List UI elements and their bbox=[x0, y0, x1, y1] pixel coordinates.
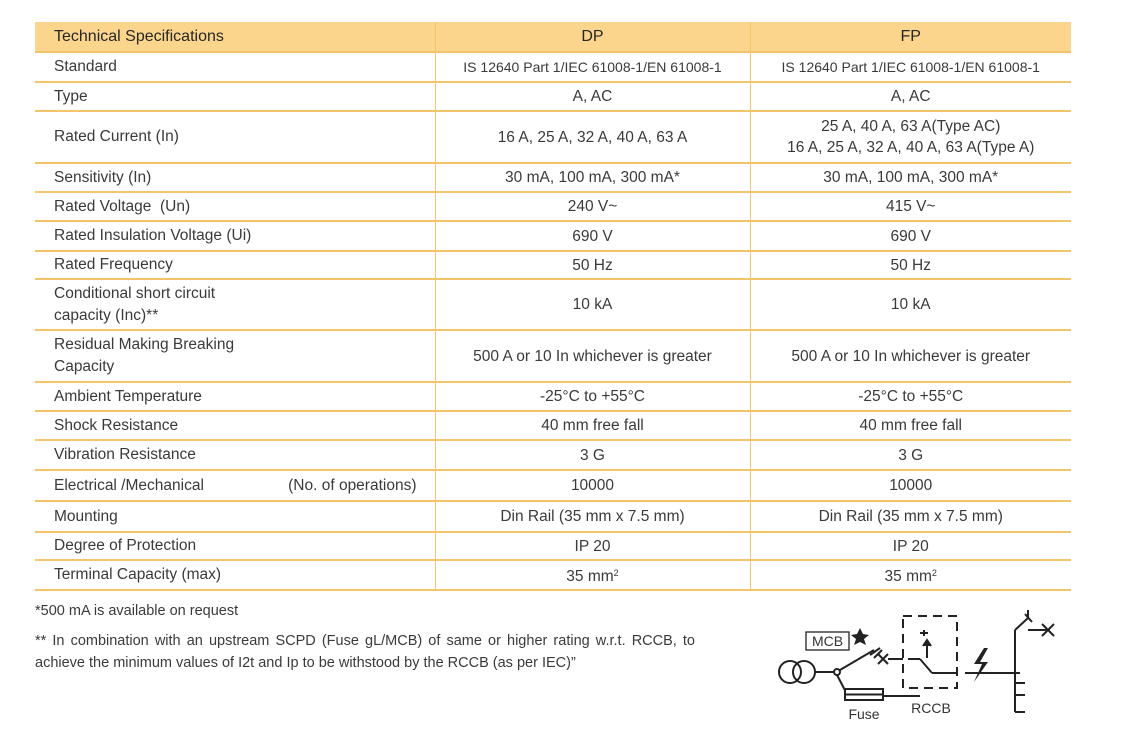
dp-value: 3 G bbox=[435, 440, 750, 470]
table-row bbox=[35, 501, 1071, 532]
fp-value: 30 mA, 100 mA, 300 mA* bbox=[750, 163, 1071, 192]
fp-value: 500 A or 10 In whichever is greater bbox=[750, 330, 1071, 382]
row-label-right: (No. of operations) bbox=[288, 476, 417, 494]
header-dp: DP bbox=[435, 22, 750, 52]
table-row bbox=[35, 111, 1071, 163]
table-row bbox=[35, 470, 1071, 501]
mcb-label: MCB bbox=[811, 633, 844, 649]
table-row bbox=[35, 192, 1071, 221]
fuse-label: Fuse bbox=[848, 706, 880, 722]
row-label: Degree of Protection bbox=[35, 532, 435, 560]
footnote-500ma: *500 mA is available on request bbox=[35, 603, 239, 619]
table-row bbox=[35, 52, 1071, 82]
row-label: Rated Frequency bbox=[35, 251, 435, 279]
table-row bbox=[35, 532, 1071, 560]
row-label-line-1: Residual Making Breaking bbox=[54, 336, 235, 353]
fp-value-line-2: 16 A, 25 A, 32 A, 40 A, 63 A(Type A) bbox=[787, 139, 1035, 156]
table-row bbox=[35, 251, 1071, 279]
rccb-label: RCCB bbox=[911, 700, 951, 716]
dp-value: 10000 bbox=[435, 470, 750, 501]
dp-value: 10 kA bbox=[435, 279, 750, 330]
fp-value: 415 V~ bbox=[750, 192, 1071, 221]
row-label: Mounting bbox=[35, 501, 435, 532]
dp-value: Din Rail (35 mm x 7.5 mm) bbox=[435, 501, 750, 532]
row-label: Standard bbox=[35, 52, 435, 82]
transformer-icon bbox=[793, 661, 815, 683]
rccb-wiring-diagram bbox=[770, 600, 1100, 725]
table-row bbox=[35, 279, 1071, 330]
fp-value-line-1: 25 A, 40 A, 63 A(Type AC) bbox=[821, 118, 1001, 135]
row-label bbox=[35, 330, 435, 382]
row-label: Ambient Temperature bbox=[35, 382, 435, 411]
spec-table bbox=[35, 22, 1071, 591]
table-row bbox=[35, 440, 1071, 470]
fp-value bbox=[750, 560, 1071, 590]
table-row bbox=[35, 221, 1071, 251]
dp-value: 30 mA, 100 mA, 300 mA* bbox=[435, 163, 750, 192]
row-label: Rated Voltage (Un) bbox=[35, 192, 435, 221]
transformer-icon bbox=[779, 661, 801, 683]
row-label-line-2: capacity (Inc)** bbox=[54, 306, 159, 324]
dp-value: IP 20 bbox=[435, 532, 750, 560]
dp-value: 16 A, 25 A, 32 A, 40 A, 63 A bbox=[435, 111, 750, 163]
superscript: 2 bbox=[613, 568, 619, 578]
dp-value: 40 mm free fall bbox=[435, 411, 750, 440]
table-row bbox=[35, 82, 1071, 111]
dp-value bbox=[435, 560, 750, 590]
dp-value: 690 V bbox=[435, 221, 750, 251]
fp-value: 690 V bbox=[750, 221, 1071, 251]
mcb-switch-line bbox=[840, 650, 874, 670]
fp-value: 50 Hz bbox=[750, 251, 1071, 279]
superscript: 2 bbox=[931, 568, 937, 578]
fp-value: 40 mm free fall bbox=[750, 411, 1071, 440]
row-label: Terminal Capacity (max) bbox=[35, 560, 435, 590]
fp-value: 3 G bbox=[750, 440, 1071, 470]
table-row bbox=[35, 560, 1071, 590]
fp-value: -25°C to +55°C bbox=[750, 382, 1071, 411]
dp-value: 50 Hz bbox=[435, 251, 750, 279]
row-label-split bbox=[54, 475, 435, 497]
row-label-left: Electrical /Mechanical bbox=[54, 476, 204, 494]
table-header-row bbox=[35, 22, 1071, 52]
lightning-icon bbox=[974, 648, 988, 682]
table-row bbox=[35, 411, 1071, 440]
fp-value bbox=[750, 111, 1071, 163]
fp-value: 10 kA bbox=[750, 279, 1071, 330]
row-label: Sensitivity (In) bbox=[35, 163, 435, 192]
header-technical-specifications: Technical Specifications bbox=[35, 22, 435, 52]
star-icon bbox=[851, 628, 869, 645]
fp-value-text: 35 mm bbox=[884, 568, 932, 585]
row-label: Rated Current (In) bbox=[35, 111, 435, 163]
dp-value-text: 35 mm bbox=[566, 568, 614, 585]
row-label-line-2: Capacity bbox=[54, 358, 115, 375]
fp-value: IP 20 bbox=[750, 532, 1071, 560]
row-label: Rated Insulation Voltage (Ui) bbox=[35, 221, 435, 251]
row-label-line-1: Conditional short circuit bbox=[54, 284, 216, 302]
table-row bbox=[35, 382, 1071, 411]
row-label: Vibration Resistance bbox=[35, 440, 435, 470]
table-row bbox=[35, 163, 1071, 192]
footnote-scpd: ** In combination with an upstream SCPD (Fuse gL/MCB) of same or higher rating w.r.t. RCCB, to achieve the minimum values of I2t and Ip to be withstood by the RCCB (as per IEC)” bbox=[35, 633, 695, 671]
rccb-box bbox=[903, 616, 957, 688]
header-fp: FP bbox=[750, 22, 1071, 52]
fp-value: A, AC bbox=[750, 82, 1071, 111]
row-label: Type bbox=[35, 82, 435, 111]
dp-value: IS 12640 Part 1/IEC 61008-1/EN 61008-1 bbox=[435, 52, 750, 82]
dp-value: A, AC bbox=[435, 82, 750, 111]
fp-value: IS 12640 Part 1/IEC 61008-1/EN 61008-1 bbox=[750, 52, 1071, 82]
dp-value: -25°C to +55°C bbox=[435, 382, 750, 411]
dp-value: 500 A or 10 In whichever is greater bbox=[435, 330, 750, 382]
table-row bbox=[35, 330, 1071, 382]
fp-value: 10000 bbox=[750, 470, 1071, 501]
fp-value: Din Rail (35 mm x 7.5 mm) bbox=[750, 501, 1071, 532]
row-label bbox=[35, 279, 435, 330]
row-label: Shock Resistance bbox=[35, 411, 435, 440]
dp-value: 240 V~ bbox=[435, 192, 750, 221]
row-label bbox=[35, 470, 435, 501]
